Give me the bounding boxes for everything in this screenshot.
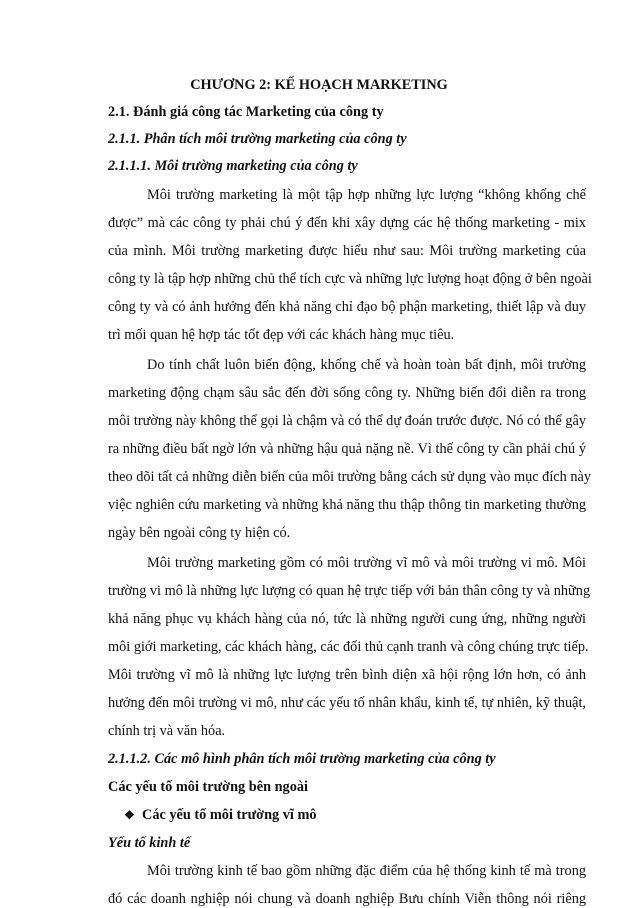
paragraph-line: khả năng phục vụ khách hàng của nó, tức là những người cung ứng, những người xyxy=(108,611,586,627)
heading-2-1-1-1: 2.1.1.1. Môi trường marketing của công ty xyxy=(108,158,358,174)
paragraph-line: môi giới marketing, các khách hàng, các đối thủ cạnh tranh và công chúng trực tiếp. xyxy=(108,639,589,655)
paragraph-line: ngày bên ngoài công ty hiện có. xyxy=(108,525,291,541)
paragraph-line: ra những điều bất ngờ lớn và những hậu quả nặng nề. Vì thế công ty cần phải chú ý xyxy=(108,441,586,457)
paragraph-line: Môi trường kinh tế bao gồm những đặc điểm của hệ thống kinh tế mà trong xyxy=(147,863,586,879)
heading-2-1-1-2: 2.1.1.2. Các mô hình phân tích môi trường marketing của công ty xyxy=(108,751,496,767)
heading-2-1-1: 2.1.1. Phân tích môi trường marketing của công ty xyxy=(108,131,407,147)
paragraph-line: marketing động chạm sâu sắc đến đời sống công ty. Những biến đổi diễn ra trong xyxy=(108,385,586,401)
paragraph-line: theo dõi tất cả những diễn biến của môi trường bằng cách sử dụng vào mục đích này xyxy=(108,469,592,485)
paragraph-line: hưởng đến môi trường vi mô, như các yếu tố nhân khẩu, kinh tế, tự nhiên, kỹ thuật, xyxy=(108,695,586,711)
diamond-bullet-icon: ❖ xyxy=(124,808,135,822)
paragraph-line: Môi trường marketing là một tập hợp những lực lượng “không khống chế xyxy=(147,187,586,203)
paragraph-line: trì mối quan hệ hợp tác tốt đẹp với các khách hàng mục tiêu. xyxy=(108,327,455,343)
paragraph-line: môi trường này không thể gọi là chậm và có thể dự đoán trước được. Nó có thể gây xyxy=(108,413,586,429)
paragraph-line: được” mà các công ty phải chú ý đến khi xây dựng các hệ thống marketing - mix xyxy=(108,215,586,231)
economic-factors-heading: Yếu tố kinh tế xyxy=(108,835,191,851)
external-factors-heading: Các yếu tố môi trường bên ngoài xyxy=(108,779,308,795)
macro-factors-heading: Các yếu tố môi trường vĩ mô xyxy=(142,807,317,823)
paragraph-line: Môi trường marketing gồm có môi trường vĩ mô và môi trường vi mô. Môi xyxy=(147,555,586,571)
paragraph-line: việc nghiên cứu marketing và những khả năng thu thập thông tin marketing thường xyxy=(108,497,586,513)
heading-2-1: 2.1. Đánh giá công tác Marketing của công ty xyxy=(108,104,384,120)
paragraph-line: công ty là tập hợp những chủ thể tích cực và những lực lượng hoạt động ở bên ngoài xyxy=(108,271,592,287)
paragraph-line: Do tính chất luôn biến động, khống chế và hoàn toàn bất định, môi trường xyxy=(147,357,586,373)
macro-factors-bullet xyxy=(124,806,602,824)
paragraph-line: của mình. Môi trường marketing được hiểu như sau: Môi trường marketing của xyxy=(108,243,586,259)
paragraph-line: chính trị và văn hóa. xyxy=(108,723,226,739)
paragraph-line: đó các doanh nghiệp nói chung và doanh nghiệp Bưu chính Viễn thông nói riêng xyxy=(108,891,586,907)
paragraph-line: Môi trường vĩ mô là những lực lượng trên bình diện xã hội rộng lớn hơn, có ảnh xyxy=(108,667,586,683)
paragraph-line: công ty và có ảnh hưởng đến khả năng chỉ đạo bộ phận marketing, thiết lập và duy xyxy=(108,299,586,315)
paragraph-line: trường vi mô là những lực lượng có quan hệ trực tiếp với bản thân công ty và những xyxy=(108,583,591,599)
chapter-title: CHƯƠNG 2: KẾ HOẠCH MARKETING xyxy=(190,77,448,93)
